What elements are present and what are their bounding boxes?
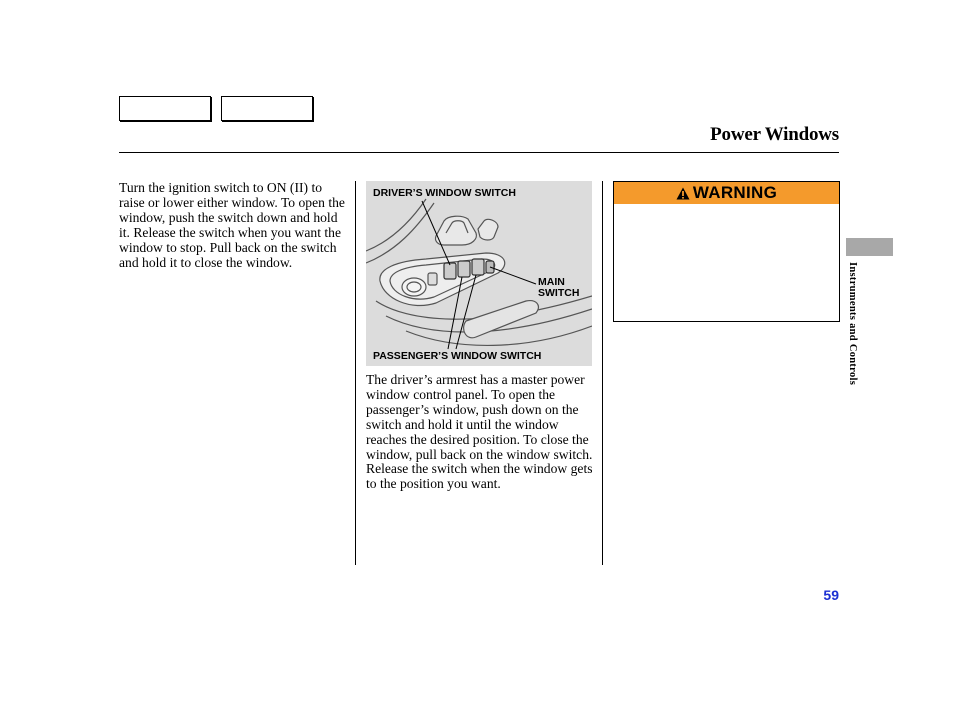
main-menu-button[interactable]: [119, 96, 211, 121]
section-label: Instruments and Controls: [847, 262, 858, 386]
driver-window-switch-label: DRIVER’S WINDOW SWITCH: [373, 187, 516, 199]
column-divider-left: [355, 181, 356, 565]
index-button[interactable]: [221, 96, 313, 121]
page-title: Power Windows: [710, 124, 839, 145]
warning-box: [613, 181, 840, 322]
main-switch-label: MAIN SWITCH: [538, 276, 580, 299]
passenger-window-switch-label: PASSENGER’S WINDOW SWITCH: [373, 350, 542, 362]
armrest-drawing: [366, 181, 592, 366]
title-divider: [119, 152, 839, 153]
warning-heading: WARNING: [692, 183, 778, 202]
warning-triangle-icon: [676, 187, 690, 200]
ignition-instructions-text: Turn the ignition switch to ON (II) to raise or lower either window. To open the window, push the switch down and hold it. Release the switch when you want the window to stop. Pull back on the switch and hold it to close the window.: [119, 180, 345, 270]
warning-header: [614, 182, 839, 204]
master-panel-instructions-text: The driver’s armrest has a master power window control panel. To open the passenger’s window, push down on the switch and hold it until the window reaches the desired position. To close the window, pull back on the window switch. Release the switch when the window gets to the position you want.: [366, 372, 593, 492]
window-switch-illustration: [366, 181, 592, 366]
section-tab[interactable]: [846, 238, 893, 256]
column-divider-right: [602, 181, 603, 565]
page-number: 59: [823, 587, 839, 603]
